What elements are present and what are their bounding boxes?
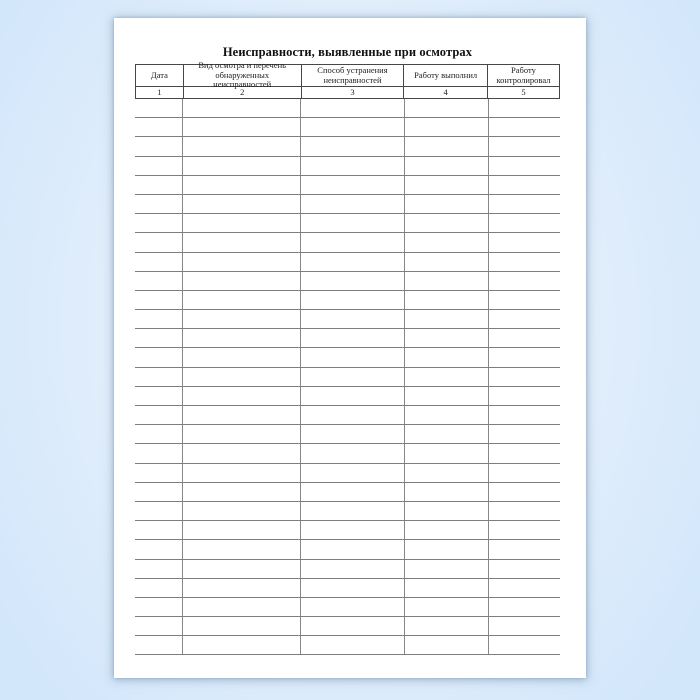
table-cell bbox=[135, 99, 183, 117]
header-row-labels bbox=[136, 60, 559, 90]
table-cell bbox=[183, 368, 301, 386]
table-cell bbox=[183, 214, 301, 232]
table-cell bbox=[489, 464, 560, 482]
table-cell bbox=[489, 272, 560, 290]
table-cell bbox=[135, 368, 183, 386]
table-cell bbox=[405, 598, 489, 616]
table-row bbox=[135, 329, 560, 348]
table-cell bbox=[301, 176, 404, 194]
table-cell bbox=[135, 387, 183, 405]
table-cell bbox=[489, 348, 560, 366]
table-cell bbox=[405, 176, 489, 194]
table-cell bbox=[405, 636, 489, 654]
table-row bbox=[135, 195, 560, 214]
header-cell-number-5: 5 bbox=[521, 86, 526, 97]
table-cell bbox=[301, 137, 404, 155]
table-cell bbox=[405, 137, 489, 155]
table-row bbox=[135, 483, 560, 502]
table-row bbox=[135, 598, 560, 617]
table-cell bbox=[489, 636, 560, 654]
table-cell bbox=[301, 502, 404, 520]
table-row bbox=[135, 118, 560, 137]
table-cell bbox=[405, 272, 489, 290]
table-cell bbox=[489, 598, 560, 616]
table-cell bbox=[301, 560, 404, 578]
table-cell bbox=[135, 598, 183, 616]
table-cell bbox=[489, 425, 560, 443]
table-cell bbox=[405, 233, 489, 251]
table-cell bbox=[183, 176, 301, 194]
table-cell bbox=[489, 195, 560, 213]
table-cell bbox=[489, 176, 560, 194]
table-cell bbox=[405, 214, 489, 232]
table-cell bbox=[489, 540, 560, 558]
table-cell bbox=[301, 329, 404, 347]
table-cell bbox=[135, 310, 183, 328]
table-row bbox=[135, 99, 560, 118]
table-row bbox=[135, 348, 560, 367]
table-cell bbox=[405, 387, 489, 405]
table-row bbox=[135, 176, 560, 195]
table-cell bbox=[301, 195, 404, 213]
table-row bbox=[135, 310, 560, 329]
table-cell bbox=[135, 617, 183, 635]
table-cell bbox=[183, 617, 301, 635]
table-cell bbox=[135, 157, 183, 175]
page-title: Неисправности, выявленные при осмотрах bbox=[222, 45, 473, 59]
table-cell bbox=[405, 368, 489, 386]
table-cell bbox=[301, 214, 404, 232]
table-cell bbox=[135, 348, 183, 366]
table-cell bbox=[301, 118, 404, 136]
table-cell bbox=[405, 253, 489, 271]
table-cell bbox=[183, 483, 301, 501]
header-cell-label-4: Работу выполнил bbox=[404, 65, 488, 86]
table-cell bbox=[489, 99, 560, 117]
table-row bbox=[135, 272, 560, 291]
table-row bbox=[135, 636, 560, 655]
table-cell bbox=[489, 368, 560, 386]
table-cell bbox=[489, 406, 560, 424]
table-cell bbox=[405, 540, 489, 558]
table-cell bbox=[301, 636, 404, 654]
table-cell bbox=[489, 483, 560, 501]
table-cell bbox=[183, 444, 301, 462]
table-cell bbox=[135, 636, 183, 654]
header-cell-label-2: Вид осмотра и перечень обнаруженных неисправностей bbox=[184, 65, 302, 86]
table-cell bbox=[135, 425, 183, 443]
header-row-numbers bbox=[136, 87, 559, 98]
table-cell bbox=[135, 406, 183, 424]
table-cell bbox=[301, 99, 404, 117]
table-cell bbox=[183, 560, 301, 578]
table-cell bbox=[135, 579, 183, 597]
table-cell bbox=[301, 425, 404, 443]
table-cell bbox=[405, 444, 489, 462]
table-cell bbox=[405, 291, 489, 309]
table-cell bbox=[405, 579, 489, 597]
table-cell bbox=[489, 502, 560, 520]
table-cell bbox=[489, 157, 560, 175]
table-cell bbox=[301, 157, 404, 175]
table-row bbox=[135, 502, 560, 521]
header-cell-number-2: 2 bbox=[184, 87, 302, 98]
table-row bbox=[135, 137, 560, 156]
table-cell bbox=[183, 157, 301, 175]
table-header bbox=[135, 60, 560, 99]
table-row bbox=[135, 617, 560, 636]
table-row bbox=[135, 579, 560, 598]
table-cell bbox=[135, 540, 183, 558]
table-cell bbox=[135, 176, 183, 194]
table-cell bbox=[183, 118, 301, 136]
table-cell bbox=[489, 387, 560, 405]
table-cell bbox=[183, 540, 301, 558]
table-cell bbox=[301, 233, 404, 251]
table-cell bbox=[405, 464, 489, 482]
table-cell bbox=[405, 560, 489, 578]
table-cell bbox=[489, 291, 560, 309]
table-row bbox=[135, 444, 560, 463]
table-cell bbox=[135, 464, 183, 482]
table-cell bbox=[135, 329, 183, 347]
table-cell bbox=[183, 233, 301, 251]
table-cell bbox=[183, 310, 301, 328]
table-cell bbox=[405, 99, 489, 117]
table-cell bbox=[183, 579, 301, 597]
table-cell bbox=[183, 291, 301, 309]
table-cell bbox=[135, 137, 183, 155]
header-cell-number-4: 4 bbox=[404, 87, 488, 98]
table-cell bbox=[183, 195, 301, 213]
header-cell-label-1: Дата bbox=[136, 65, 184, 86]
table-cell bbox=[135, 521, 183, 539]
table-cell bbox=[489, 521, 560, 539]
table-cell bbox=[183, 137, 301, 155]
table-cell bbox=[301, 348, 404, 366]
table-cell bbox=[135, 502, 183, 520]
table-cell bbox=[135, 560, 183, 578]
table-cell bbox=[135, 253, 183, 271]
faults-table bbox=[135, 60, 560, 655]
table-cell bbox=[135, 291, 183, 309]
table-cell bbox=[301, 387, 404, 405]
table-cell bbox=[405, 195, 489, 213]
table-row bbox=[135, 464, 560, 483]
table-cell bbox=[405, 502, 489, 520]
table-cell bbox=[301, 617, 404, 635]
table-cell bbox=[301, 406, 404, 424]
table-cell bbox=[135, 483, 183, 501]
table-row bbox=[135, 291, 560, 310]
table-cell bbox=[301, 444, 404, 462]
table-cell bbox=[301, 464, 404, 482]
table-cell bbox=[183, 464, 301, 482]
table-cell bbox=[301, 291, 404, 309]
table-cell bbox=[183, 425, 301, 443]
table-cell bbox=[405, 425, 489, 443]
table-row bbox=[135, 253, 560, 272]
table-cell bbox=[183, 99, 301, 117]
table-row bbox=[135, 233, 560, 252]
header-cell-label-5: Работу контролировал bbox=[496, 64, 551, 85]
table-cell bbox=[183, 636, 301, 654]
table-cell bbox=[489, 444, 560, 462]
table-cell bbox=[135, 118, 183, 136]
table-cell bbox=[489, 560, 560, 578]
table-cell bbox=[183, 387, 301, 405]
header-cell-number-3: 3 bbox=[302, 87, 405, 98]
table-cell bbox=[183, 329, 301, 347]
table-cell bbox=[135, 233, 183, 251]
header-cell-number-1: 1 bbox=[136, 87, 184, 98]
table-cell bbox=[301, 483, 404, 501]
table-cell bbox=[301, 598, 404, 616]
table-row bbox=[135, 387, 560, 406]
table-cell bbox=[301, 253, 404, 271]
table-cell bbox=[405, 483, 489, 501]
table-cell bbox=[489, 233, 560, 251]
table-cell bbox=[405, 348, 489, 366]
table-cell bbox=[135, 195, 183, 213]
table-cell bbox=[489, 329, 560, 347]
table-cell bbox=[301, 368, 404, 386]
table-cell bbox=[135, 272, 183, 290]
table-cell bbox=[183, 348, 301, 366]
table-cell bbox=[405, 521, 489, 539]
table-cell bbox=[489, 214, 560, 232]
table-row bbox=[135, 521, 560, 540]
table-cell bbox=[183, 502, 301, 520]
table-row bbox=[135, 406, 560, 425]
table-row bbox=[135, 560, 560, 579]
table-cell bbox=[301, 540, 404, 558]
table-cell bbox=[489, 579, 560, 597]
table-cell bbox=[489, 310, 560, 328]
table-cell bbox=[135, 444, 183, 462]
table-cell bbox=[489, 118, 560, 136]
table-cell bbox=[183, 272, 301, 290]
table-cell bbox=[183, 406, 301, 424]
table-row bbox=[135, 368, 560, 387]
table-cell bbox=[405, 310, 489, 328]
table-cell bbox=[183, 521, 301, 539]
table-cell bbox=[489, 617, 560, 635]
table-cell bbox=[135, 214, 183, 232]
table-cell bbox=[183, 253, 301, 271]
table-cell bbox=[301, 521, 404, 539]
table-cell bbox=[405, 118, 489, 136]
document-page bbox=[114, 18, 586, 678]
header-cell-label-3: Способ устранения неисправностей bbox=[302, 65, 405, 86]
table-row bbox=[135, 214, 560, 233]
table-cell bbox=[405, 406, 489, 424]
table-cell bbox=[405, 157, 489, 175]
table-row bbox=[135, 157, 560, 176]
backdrop bbox=[0, 18, 700, 678]
table-cell bbox=[301, 310, 404, 328]
table-cell bbox=[489, 137, 560, 155]
table-row bbox=[135, 540, 560, 559]
table-row bbox=[135, 425, 560, 444]
table-cell bbox=[183, 598, 301, 616]
table-body bbox=[135, 99, 560, 655]
table-cell bbox=[405, 617, 489, 635]
table-cell bbox=[301, 272, 404, 290]
table-cell bbox=[301, 579, 404, 597]
table-cell bbox=[489, 253, 560, 271]
table-cell bbox=[405, 329, 489, 347]
